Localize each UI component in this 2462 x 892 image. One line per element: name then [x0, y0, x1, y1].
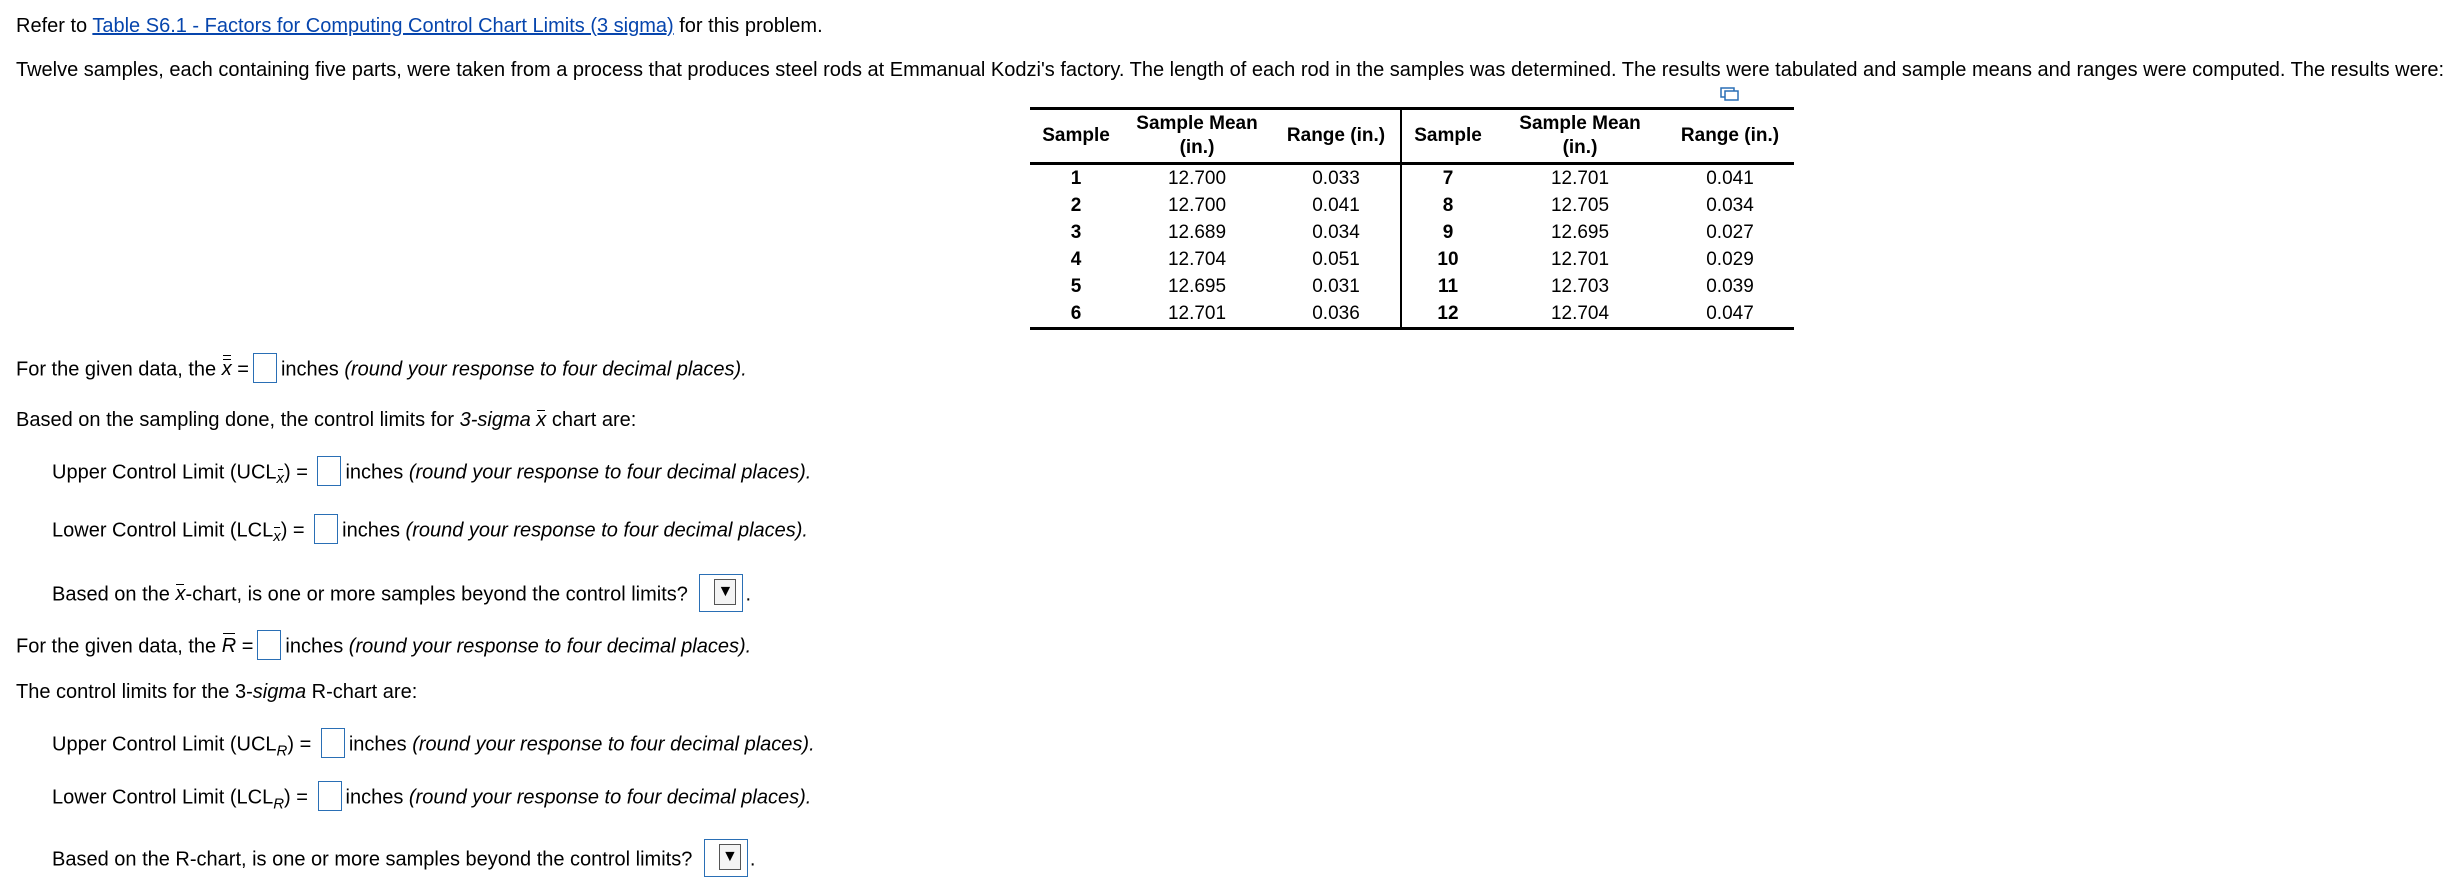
sample-number-cell: 11: [1437, 275, 1459, 297]
header-range: Range (in.): [1272, 109, 1401, 164]
range-cell: 0.033: [1272, 164, 1401, 193]
ucl-x-input[interactable]: [317, 456, 341, 486]
xbarbar-answer-input[interactable]: [253, 353, 277, 383]
header-sample-2: Sample: [1401, 109, 1494, 164]
range-cell: 0.029: [1706, 248, 1754, 270]
sample-mean-cell: 12.700: [1167, 167, 1227, 189]
header-range-2: Range (in.): [1666, 109, 1794, 164]
q1-eq: =: [237, 358, 249, 381]
q1-prefix: For the given data, the: [16, 358, 217, 381]
table-header-row: [1030, 109, 1794, 164]
xbarbar-symbol: x: [222, 357, 232, 381]
range-cell: 0.036: [1272, 300, 1401, 329]
range-cell: 0.031: [1272, 273, 1401, 300]
range-cell: 0.041: [1706, 167, 1754, 189]
xbarbar-question: [16, 355, 747, 385]
range-cell: 0.041: [1272, 192, 1401, 219]
sample-mean-cell: 12.701: [1550, 167, 1610, 189]
sample-number-cell: 6: [1030, 300, 1122, 329]
ucl-x-line: Upper Control Limit (UCL $_x$) = inches (round your response to four decimal places).: [52, 458, 811, 491]
samples-table: [1030, 107, 1794, 330]
xbar-symbol: x: [536, 409, 547, 431]
table-row: [1030, 219, 1794, 246]
table-row: [1030, 192, 1794, 219]
ucl-r-input[interactable]: [321, 728, 345, 758]
chevron-down-icon: ▼: [719, 844, 741, 870]
rbar-question: For the given data, the R = inches (round your response to four decimal places).: [16, 632, 751, 662]
sample-number-cell: 3: [1070, 221, 1082, 243]
rchart-beyond-limits-dropdown[interactable]: [704, 839, 748, 877]
lcl-r-input[interactable]: [318, 781, 342, 811]
ucl-r-line: Upper Control Limit $(UCL_R)$ = inches (round your response to four decimal places).: [52, 730, 815, 763]
sample-number-cell: 7: [1442, 167, 1454, 189]
xbar-intro: Based on the sampling done, the control limits for 3-sigma x chart are:: [16, 409, 637, 431]
table-row: [1030, 246, 1794, 273]
q1-unit: inches: [280, 358, 339, 381]
table-row: [1030, 164, 1794, 193]
sample-number-cell: 10: [1437, 248, 1459, 270]
sample-number-cell: 5: [1070, 275, 1082, 297]
sample-number-cell: 1: [1070, 167, 1082, 189]
sample-mean-cell: 12.701: [1122, 300, 1272, 329]
problem-text: Twelve samples, each containing five parts, were taken from a process that produces steel rods at Emmanual Kodzi's factory. The length of each rod in the samples was determined. The results were tabulated and sample means and ranges were computed. The results were:: [16, 59, 2445, 81]
sample-mean-cell: 12.695: [1550, 221, 1610, 243]
range-cell: 0.027: [1706, 221, 1754, 243]
sample-mean-cell: 12.704: [1167, 248, 1227, 270]
header-mean-2: Sample Mean (in.): [1494, 109, 1666, 164]
range-cell: 0.047: [1666, 300, 1794, 329]
sample-mean-cell: 12.705: [1550, 194, 1610, 216]
rbar-answer-input[interactable]: [257, 630, 281, 660]
lcl-r-line: Lower Control Limit $(LCL_R)$ = inches (round your response to four decimal places).: [52, 783, 811, 816]
sample-mean-cell: 12.701: [1550, 248, 1610, 270]
r-intro: The control limits for the 3-sigma R-chart are:: [16, 681, 418, 703]
header-mean: Sample Mean (in.): [1122, 109, 1272, 164]
sample-mean-cell: 12.704: [1494, 300, 1666, 329]
header-sample: Sample: [1030, 109, 1122, 164]
intro-line: [16, 14, 823, 38]
copy-table-icon[interactable]: [1720, 87, 1740, 101]
table-row: [1030, 273, 1794, 300]
sample-mean-cell: 12.700: [1167, 194, 1227, 216]
sample-mean-cell: 12.695: [1167, 275, 1227, 297]
xchart-question: Based on the x-chart, is one or more samples beyond the control limits? ▼ .: [52, 576, 751, 614]
range-cell: 0.039: [1706, 275, 1754, 297]
factors-table-link[interactable]: Table S6.1 - Factors for Computing Control Chart Limits (3 sigma): [92, 15, 674, 37]
xchart-beyond-limits-dropdown[interactable]: [699, 574, 743, 612]
range-cell: 0.051: [1272, 246, 1401, 273]
rchart-question: Based on the R-chart, is one or more samples beyond the control limits? ▼ .: [52, 841, 755, 879]
rbar-symbol: R: [221, 635, 237, 658]
q1-hint: (round your response to four decimal places).: [344, 358, 747, 381]
intro-suffix: for this problem.: [679, 15, 823, 37]
sample-number-cell: 2: [1070, 194, 1082, 216]
intro-prefix: Refer to: [16, 15, 88, 37]
lcl-x-input[interactable]: [314, 514, 338, 544]
sample-number-cell: 9: [1442, 221, 1454, 243]
range-cell: 0.034: [1706, 194, 1754, 216]
table-row: [1030, 300, 1794, 329]
lcl-x-line: Lower Control Limit (LCL $_x$) = inches (round your response to four decimal places).: [52, 516, 808, 549]
sample-number-cell: 4: [1070, 248, 1082, 270]
sample-number-cell: 12: [1401, 300, 1494, 329]
range-cell: 0.034: [1272, 219, 1401, 246]
sample-mean-cell: 12.703: [1550, 275, 1610, 297]
sample-mean-cell: 12.689: [1167, 221, 1227, 243]
chevron-down-icon: ▼: [714, 579, 736, 605]
sample-number-cell: 8: [1442, 194, 1454, 216]
